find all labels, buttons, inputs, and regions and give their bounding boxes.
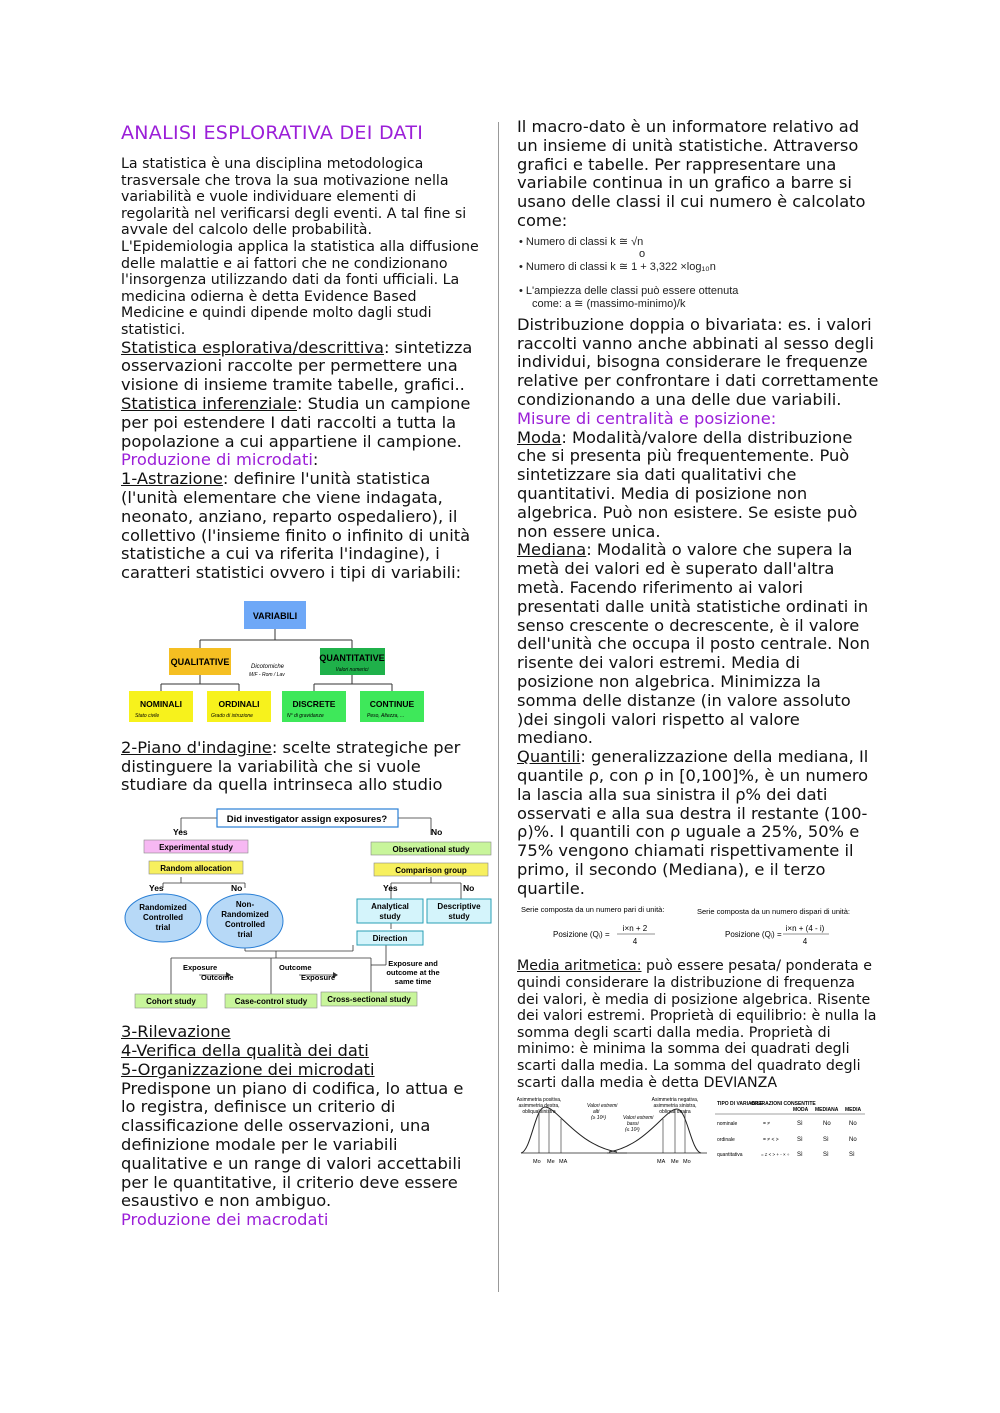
- comparison-group-label: Comparison group: [395, 866, 467, 876]
- row3-mean: Sì: [849, 1152, 855, 1159]
- left-caption-2: asimmetria destra,: [518, 1103, 560, 1110]
- nominal-note: Stato civile: [135, 712, 160, 719]
- ordinal-note: Grado di istruzione: [211, 712, 253, 719]
- no-label: No: [431, 827, 443, 838]
- right-note-1: Valori estremi: [623, 1115, 654, 1122]
- descriptive-line1: Descriptive: [437, 902, 481, 912]
- out-exp-line2: Exposure: [301, 973, 336, 983]
- left-note-2: alti: [593, 1109, 600, 1116]
- row3-ops: = ≠ < > + - × ÷: [761, 1152, 790, 1158]
- mode-text: : Modalità/valore della distribuzione che si presenta più frequentemente. Può sintetizzare sia dati qualitativi che quantitativi. Media di posizione non algebrica. Può non esistere. Se esiste può non essere unica.: [517, 427, 858, 541]
- row2-mean: No: [849, 1137, 857, 1144]
- row2-ops: = ≠ < >: [763, 1137, 779, 1144]
- variable-type-table: [715, 1101, 865, 1158]
- left-tick-1: Mo: [533, 1159, 541, 1166]
- random-allocation-label: Random allocation: [160, 864, 232, 874]
- mean-paragraph: [517, 958, 879, 1091]
- no3-label: No: [463, 883, 475, 894]
- cross-sectional-label: Cross-sectional study: [327, 995, 411, 1005]
- descriptive-stats-term: Statistica esplorativa/descrittiva: [121, 337, 384, 357]
- analytical-line2: study: [379, 912, 401, 922]
- quantiles-term: Quantili: [517, 747, 581, 767]
- case-control-label: Case-control study: [234, 997, 308, 1007]
- quantile-position-formulas: [517, 902, 879, 952]
- formula-width-line2: come: a ≅ (massimo-minimo)/k: [532, 297, 686, 310]
- right-caption-3: obliqua destra: [659, 1109, 691, 1116]
- detection-term: 3-Rilevazione: [121, 1022, 231, 1042]
- column-divider: [498, 122, 499, 1292]
- page-title: ANALISI ESPLORATIVA DEI DATI: [121, 122, 424, 144]
- inferential-stats-text: : Studia un campione per poi estendere I dati raccolti a tutta la popolazione a cui appartiene il campione.: [121, 393, 471, 451]
- continuous-note: Peso, Altezza, ...: [367, 712, 405, 719]
- row2-median: Sì: [823, 1137, 829, 1144]
- qualitative-label: QUALITATIVE: [170, 656, 230, 667]
- even-position-label: Posizione (Qᵢ) =: [553, 930, 610, 940]
- quantiles-paragraph: [517, 748, 879, 898]
- abstraction-paragraph: [121, 470, 483, 583]
- row1-mean: No: [849, 1121, 857, 1128]
- survey-plan-paragraph: [121, 739, 483, 795]
- detection-line: [121, 1023, 483, 1042]
- mean-text: può essere pesata/ ponderata e quindi considerare la distribuzione di frequenza dei valori, è media di posizione algebrica. Risente dei valori estremi. Proprietà di equilibrio: è nulla la somma degli scarti dalla media. Proprietà di minimo: è minima la somma dei quadrati degli scarti dalla media. La somma del quadrato degli scarti dalla media è detta DEVIANZA: [517, 958, 877, 1091]
- yes3-label: Yes: [383, 883, 398, 894]
- dichotomous-note: Dicotomiche: [251, 663, 285, 670]
- survey-plan-text: : scelte strategiche per distinguere la variabilità che si vuole studiare da quella intrinseca allo studio: [121, 737, 461, 795]
- descriptive-stats-text: : sintetizza osservazioni raccolte per permettere una visione di insieme tramite tabelle, grafici..: [121, 337, 473, 395]
- macrodata-heading: Produzione dei macrodati: [121, 1210, 329, 1230]
- organization-term: 5-Organizzazione dei microdati: [121, 1059, 375, 1079]
- abstraction-term: 1-Astrazione: [121, 469, 223, 489]
- microdata-heading: [121, 451, 483, 470]
- discrete-label: DISCRETE: [292, 698, 336, 709]
- microdata-heading-colon: :: [312, 450, 319, 470]
- formula-width-line1: • L'ampiezza delle classi può essere ottenuta: [519, 284, 739, 297]
- left-caption-3: obliqua sinistra: [522, 1109, 556, 1116]
- survey-plan-term: 2-Piano d'indagine: [121, 737, 272, 757]
- mode-term: Moda: [517, 427, 562, 447]
- row1-median: No: [823, 1121, 831, 1128]
- experimental-label: Experimental study: [159, 843, 233, 853]
- odd-position-label: Posizione (Qᵢ) =: [725, 930, 782, 940]
- right-note-3: (≤ 10²): [625, 1127, 640, 1134]
- table-header-median: MEDIANA: [815, 1107, 839, 1114]
- macrodata-paragraph: Il macro-dato è un informatore relativo ad un insieme di unità statistiche. Attraverso grafici e tabelle. Per rappresentare una variabile continua in un grafico a barre si usano delle classi il cui numero è calcolato come:: [517, 117, 866, 230]
- row3-median: Sì: [823, 1152, 829, 1159]
- row2-type: ordinale: [717, 1137, 735, 1144]
- skewness-figure: [517, 1095, 873, 1167]
- right-tick-2: Me: [671, 1159, 679, 1166]
- intro-paragraph: La statistica è una disciplina metodologica trasversale che trova la sua motivazione nella variabilità e vuole individuare elementi di regolarità nel verificarsi degli eventi. A tal fine si avvale del calcolo delle probabilità. L'Epidemiologia applica la statistica alla diffusione delle malattie e ai fattori che ne condizionano l'insorgenza utilizzando dati da fonti ufficiali. La medicina odierna è detta Evidence Based Medicine e quindi dipende molto dagli studi statistici.: [121, 156, 479, 338]
- left-note-3: (≥ 10⁶): [591, 1115, 607, 1122]
- observational-label: Observational study: [392, 845, 470, 855]
- even-series-label: Serie composta da un numero pari di unità:: [521, 905, 665, 915]
- centrality-heading: Misure di centralità e posizione:: [517, 408, 777, 428]
- inferential-stats-paragraph: [121, 395, 483, 451]
- formula-sturges: • Numero di classi k ≅ 1 + 3,322 ×log₁₀n: [519, 260, 716, 273]
- cohort-label: Cohort study: [146, 997, 196, 1007]
- even-position-numerator: i×n + 2: [622, 924, 648, 934]
- assign-question-label: Did investigator assign exposures?: [226, 814, 388, 826]
- row3-mode: Sì: [797, 1152, 803, 1159]
- continuous-label: CONTINUE: [369, 698, 415, 709]
- analytical-line1: Analytical: [371, 902, 409, 912]
- out-exp-line1: Outcome: [279, 963, 312, 973]
- rct-line1: Randomized: [139, 903, 187, 913]
- discrete-note: N° di gravidanze: [287, 712, 324, 719]
- right-note-2: bassi: [627, 1121, 639, 1128]
- row1-type: nominale: [717, 1121, 738, 1128]
- verification-term: 4-Verifica della qualità dei dati: [121, 1041, 369, 1061]
- quantitative-note: Valori numerici: [335, 666, 369, 673]
- microdata-heading-text: Produzione di microdati: [121, 450, 313, 470]
- row1-mode: Sì: [797, 1121, 803, 1128]
- median-paragraph: [517, 541, 879, 748]
- table-header-mode: MODA: [793, 1107, 809, 1114]
- quantiles-text: : generalizzazione della mediana, Il quantile ρ, con ρ in [0,100]%, è un numero la lascia alla sua sinistra il ρ% dei dati osservati e alla sua destra il restante (100-ρ)%. I quantili con ρ uguale a 25%, 50% e 75% vengono chiamati rispettivamente il primo, il secondo (Mediana), e il terzo quartile.: [517, 747, 869, 898]
- nrct-line4: trial: [237, 930, 253, 940]
- direction-label: Direction: [372, 934, 408, 944]
- organization-paragraph: Predispone un piano di codifica, lo attua e lo registra, definisce un criterio di classificazione delle osservazioni, una definizione modale per le variabili qualitative e un range di valori accettabili per le quantitative, il criterio deve essere esaustivo e non ambiguo.: [121, 1078, 464, 1211]
- same-time-line2: outcome at the: [386, 968, 440, 978]
- formula-or: o: [639, 247, 646, 260]
- exp-out-line2: Outcome: [201, 973, 234, 983]
- odd-position-denominator: 4: [802, 937, 808, 947]
- exp-out-line1: Exposure: [183, 963, 218, 973]
- right-caption-1: Asimmetria negativa,: [651, 1097, 699, 1104]
- class-formulas: [519, 235, 879, 310]
- mean-term: Media aritmetica:: [517, 958, 642, 975]
- variables-root-label: VARIABILI: [252, 610, 298, 621]
- right-caption-2: asimmetria sinistra,: [653, 1103, 697, 1110]
- study-design-diagram: [121, 799, 493, 1019]
- verification-line: [121, 1042, 483, 1061]
- right-tick-1: MA: [657, 1159, 666, 1166]
- nrct-line1: Non-: [235, 900, 255, 910]
- left-tick-2: Me: [547, 1159, 555, 1166]
- row2-mode: Sì: [797, 1137, 803, 1144]
- table-header-mean: MEDIA: [845, 1107, 862, 1114]
- quantitative-label: QUANTITATIVE: [319, 652, 385, 663]
- yes2-label: Yes: [149, 883, 164, 894]
- descriptive-stats-paragraph: [121, 339, 483, 395]
- even-position-denominator: 4: [632, 937, 638, 947]
- ordinal-label: ORDINALI: [218, 698, 260, 709]
- odd-series-label: Serie composta da un numero dispari di unità:: [697, 907, 851, 917]
- formula-sturges-text: Numero di classi k ≅ 1 + 3,322 ×log₁₀n: [525, 260, 716, 273]
- mode-paragraph: [517, 429, 879, 542]
- nominal-label: NOMINALI: [139, 698, 183, 709]
- row3-type: quantitativa: [717, 1152, 743, 1159]
- left-tick-3: MA: [559, 1159, 568, 1166]
- rct-line3: trial: [155, 923, 171, 933]
- bivariate-paragraph: Distribuzione doppia o bivariata: es. i valori raccolti vanno anche abbinati al sesso degli individui, bisogna considerare le frequenze relative per confrontare i dati correttamente condizionando a una delle due variabili.: [517, 314, 879, 409]
- formula-width-text1: L'ampiezza delle classi può essere ottenuta: [525, 284, 739, 297]
- variables-diagram: [125, 597, 425, 731]
- row1-ops: = ≠: [763, 1121, 771, 1128]
- nrct-line2: Randomized: [221, 910, 269, 920]
- median-term: Mediana: [517, 540, 587, 560]
- table-header-type: TIPO DI VARIABILE: [717, 1101, 764, 1108]
- yes-label: Yes: [173, 827, 188, 838]
- same-time-line3: same time: [394, 977, 432, 987]
- same-time-line1: Exposure and: [388, 959, 438, 969]
- left-column: [121, 118, 483, 1230]
- right-column: [517, 118, 879, 1167]
- median-text: : Modalità o valore che supera la metà dei valori ed è superato dall'altra metà. Facendo riferimento ai valori presentati dalle unità statistiche ordinati in senso crescente o decrescente, è il valore dell'unità che occupa il posto centrale. Non risente dei valori estremi. Media di posizione non algebrica. Minimizza la somma delle distanze (in valore assoluto )dei singoli valori rispetto al valore mediano.: [517, 540, 870, 748]
- descriptive-line2: study: [448, 912, 470, 922]
- organization-line: [121, 1061, 483, 1080]
- odd-position-numerator: i×n + (4 - i): [785, 924, 825, 934]
- left-caption-1: Asimmetria positiva,: [517, 1097, 562, 1104]
- inferential-stats-term: Statistica inferenziale: [121, 393, 297, 413]
- dichotomous-example-note: M/F - Rom / Lav: [249, 671, 285, 678]
- left-note-1: Valori estremi: [587, 1103, 618, 1110]
- right-tick-3: Mo: [683, 1159, 691, 1166]
- formula-sqrt: • Numero di classi k ≅ √n: [519, 235, 644, 248]
- rct-line2: Controlled: [143, 913, 183, 923]
- formula-sqrt-text: Numero di classi k ≅ √n: [525, 235, 644, 248]
- nrct-line3: Controlled: [225, 920, 265, 930]
- no2-label: No: [231, 883, 243, 894]
- abstraction-text: : definire l'unità statistica (l'unità elementare che viene indagata, neonato, anziano, reparto ospedaliero), il collettivo (l'insieme finito o infinito di unità statistiche a cui va riferita l'indagine), i caratteri statistici ovvero i tipi di variabili:: [121, 469, 471, 583]
- table-header-ops: OPERAZIONI CONSENTITE: [751, 1101, 816, 1108]
